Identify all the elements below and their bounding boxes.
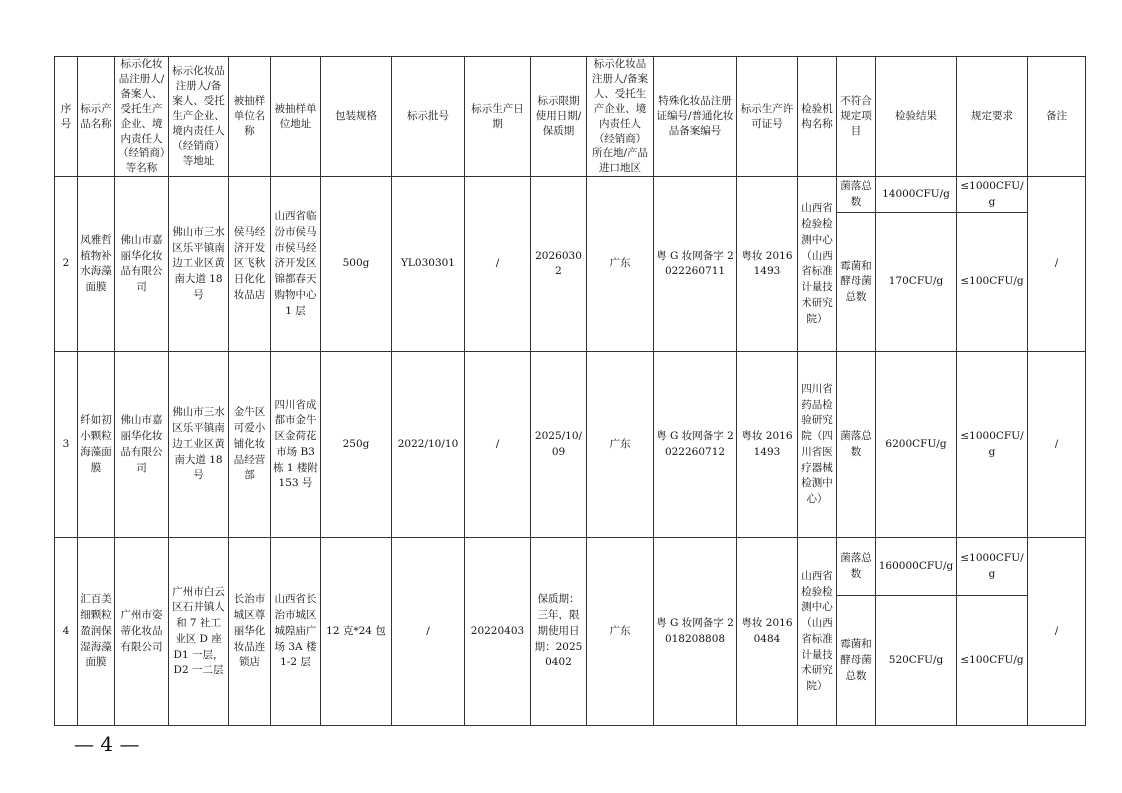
cell-product: 汇百美细颗粒盈润保湿海藻面膜 (78, 538, 115, 726)
cell-failed-item: 菌落总数 (837, 177, 876, 213)
header-cell: 被抽样单位名称 (229, 57, 271, 177)
table-row (55, 177, 1086, 213)
cell-origin: 广东 (587, 538, 654, 726)
header-cell: 标示化妆品注册人/备案人、受托生产企业、境内责任人（经销商）等地址 (169, 57, 229, 177)
cell-sampled-unit: 长治市城区尊丽华化妆品连锁店 (229, 538, 271, 726)
cell-requirement: ≤1000CFU/g (957, 177, 1028, 213)
cell-maker-address: 佛山市三水区乐平镇南边工业区黄南大道 18 号 (169, 177, 229, 352)
header-cell: 标示化妆品注册人/备案人、受托生产企业、境内责任人（经销商）所在地/产品进口地区 (587, 57, 654, 177)
cell-registration-no: 粤 G 妆网备字 2018208808 (654, 538, 737, 726)
cell-product: 纤如初小颗粒海藻面膜 (78, 352, 115, 538)
cell-sampled-unit-address: 四川省成都市金牛区金荷花市场 B3 栋 1 楼附 153 号 (271, 352, 321, 538)
header-cell: 标示产品名称 (78, 57, 115, 177)
cell-lab: 四川省药品检验研究院（四川省医疗器械检测中心） (798, 352, 837, 538)
cell-registration-no: 粤 G 妆网备字 2022260711 (654, 177, 737, 352)
cell-license: 粤妆 20161493 (737, 177, 798, 352)
cell-maker-address: 佛山市三水区乐平镇南边工业区黄南大道 18 号 (169, 352, 229, 538)
cell-origin: 广东 (587, 177, 654, 352)
cell-expiry: 20260302 (531, 177, 587, 352)
header-cell: 规定要求 (957, 57, 1028, 177)
cell-lab: 山西省检验检测中心（山西省标准计量技术研究院） (798, 177, 837, 352)
cell-no: 4 (55, 538, 78, 726)
cell-result: 170CFU/g (876, 213, 957, 352)
cell-requirement: ≤100CFU/g (957, 213, 1028, 352)
header-cell: 标示化妆品注册人/备案人、受托生产企业、境内责任人（经销商）等名称 (115, 57, 169, 177)
header-row (55, 57, 1086, 177)
header-cell: 特殊化妆品注册证编号/普通化妆品备案编号 (654, 57, 737, 177)
cell-expiry: 保质期：三年，限期使用日期：20250402 (531, 538, 587, 726)
cell-remark: / (1028, 352, 1086, 538)
cell-result: 160000CFU/g (876, 538, 957, 596)
cell-registration-no: 粤 G 妆网备字 2022260712 (654, 352, 737, 538)
header-cell: 标示生产日期 (465, 57, 531, 177)
cell-sampled-unit-address: 山西省临汾市侯马市侯马经济开发区锦都春天购物中心 1 层 (271, 177, 321, 352)
cell-batch: YL030301 (392, 177, 465, 352)
cell-sampled-unit-address: 山西省长治市城区城隍庙广场 3A 楼 1-2 层 (271, 538, 321, 726)
inspection-table (54, 56, 1086, 726)
cell-spec: 12 克*24 包 (321, 538, 392, 726)
cell-product: 凤雅哲植物补水海藻面膜 (78, 177, 115, 352)
cell-failed-item: 菌落总数 (837, 352, 876, 538)
cell-no: 3 (55, 352, 78, 538)
cell-production-date: / (465, 177, 531, 352)
header-cell: 标示限期使用日期/保质期 (531, 57, 587, 177)
cell-result: 14000CFU/g (876, 177, 957, 213)
cell-sampled-unit: 金牛区可爱小铺化妆品经营部 (229, 352, 271, 538)
cell-lab: 山西省检验检测中心（山西省标准计量技术研究院） (798, 538, 837, 726)
cell-failed-item: 菌落总数 (837, 538, 876, 596)
page-number: — 4 — (74, 732, 140, 756)
cell-requirement: ≤1000CFU/g (957, 352, 1028, 538)
cell-batch: 2022/10/10 (392, 352, 465, 538)
cell-failed-item: 霉菌和酵母菌总数 (837, 213, 876, 352)
cell-failed-item: 霉菌和酵母菌总数 (837, 596, 876, 726)
header-cell: 标示生产许可证号 (737, 57, 798, 177)
cell-batch: / (392, 538, 465, 726)
cell-maker: 广州市姿蒂化妆品有限公司 (115, 538, 169, 726)
cell-expiry: 2025/10/09 (531, 352, 587, 538)
cell-requirement: ≤1000CFU/g (957, 538, 1028, 596)
cell-maker: 佛山市嘉丽华化妆品有限公司 (115, 177, 169, 352)
cell-production-date: 20220403 (465, 538, 531, 726)
cell-sampled-unit: 侯马经济开发区飞秋日化化妆品店 (229, 177, 271, 352)
table-row (55, 538, 1086, 596)
cell-result: 6200CFU/g (876, 352, 957, 538)
header-cell: 序号 (55, 57, 78, 177)
header-cell: 被抽样单位地址 (271, 57, 321, 177)
header-cell: 备注 (1028, 57, 1086, 177)
cell-license: 粤妆 20160484 (737, 538, 798, 726)
header-cell: 检验结果 (876, 57, 957, 177)
cell-maker: 佛山市嘉丽华化妆品有限公司 (115, 352, 169, 538)
cell-result: 520CFU/g (876, 596, 957, 726)
header-cell: 包装规格 (321, 57, 392, 177)
header-cell: 标示批号 (392, 57, 465, 177)
cell-requirement: ≤100CFU/g (957, 596, 1028, 726)
table-row (55, 352, 1086, 538)
cell-remark: / (1028, 538, 1086, 726)
cell-maker-address: 广州市白云区石井镇人和 7 社工业区 D 座 D1 一层，D2 一二层 (169, 538, 229, 726)
cell-origin: 广东 (587, 352, 654, 538)
header-cell: 不符合规定项目 (837, 57, 876, 177)
cell-spec: 500g (321, 177, 392, 352)
cell-spec: 250g (321, 352, 392, 538)
header-cell: 检验机构名称 (798, 57, 837, 177)
cell-license: 粤妆 20161493 (737, 352, 798, 538)
cell-no: 2 (55, 177, 78, 352)
cell-remark: / (1028, 177, 1086, 352)
cell-production-date: / (465, 352, 531, 538)
